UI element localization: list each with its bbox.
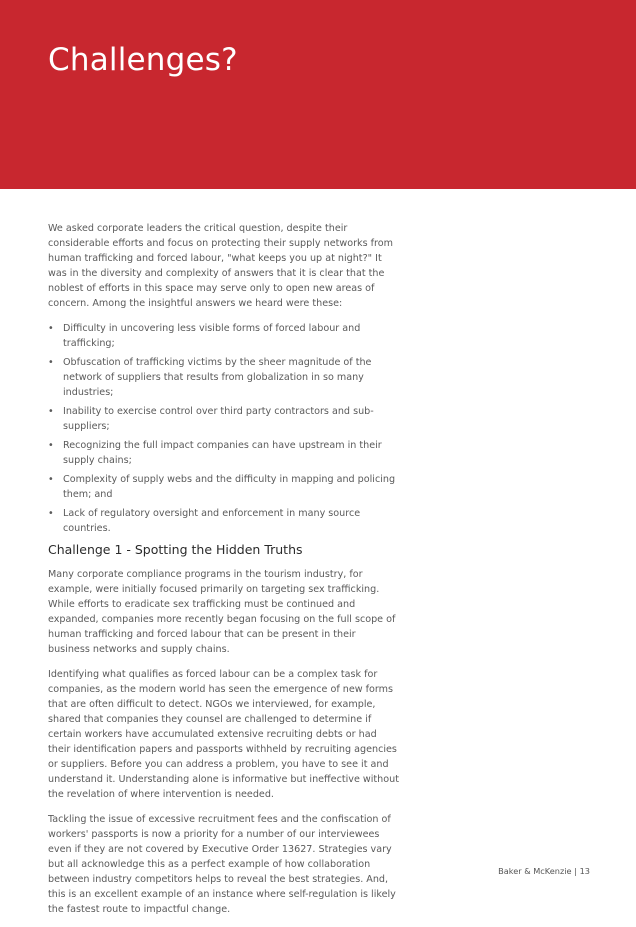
list-item bbox=[48, 506, 400, 536]
body-paragraph: Many corporate compliance programs in the tourism industry, for example, were initially focused primarily on targeting sex trafficking. While efforts to eradicate sex trafficking must be continued and expanded, companies more recently began focusing on the full scope of human trafficking and forced labour that can be present in their business networks and supply chains. bbox=[48, 569, 396, 655]
list-item bbox=[48, 355, 400, 400]
header-banner bbox=[0, 0, 636, 189]
bullet-icon: • bbox=[48, 440, 54, 451]
list-item-text: Recognizing the full impact companies can have upstream in their supply chains; bbox=[63, 440, 382, 466]
list-item bbox=[48, 321, 400, 351]
list-item bbox=[48, 472, 400, 502]
bullet-icon: • bbox=[48, 508, 54, 519]
page-number: 13 bbox=[579, 866, 590, 876]
footer-brand: Baker & McKenzie bbox=[498, 866, 572, 876]
main-content bbox=[48, 221, 400, 927]
intro-paragraph: We asked corporate leaders the critical question, despite their considerable efforts and focus on protecting their supply networks from human trafficking and forced labour, "what keeps you up at night?" It was in the diversity and complexity of answers that it is clear that the noblest of efforts in this space may serve only to open new areas of concern. Among the insightful answers we heard were these: bbox=[48, 223, 393, 309]
page-footer bbox=[498, 866, 590, 876]
footer-separator: | bbox=[574, 866, 577, 876]
bullet-icon: • bbox=[48, 357, 54, 368]
list-item-text: Difficulty in uncovering less visible forms of forced labour and trafficking; bbox=[63, 323, 361, 349]
page-title: Challenges? bbox=[48, 42, 238, 78]
bullet-icon: • bbox=[48, 474, 54, 485]
list-item-text: Inability to exercise control over third party contractors and sub-suppliers; bbox=[63, 406, 374, 432]
list-item bbox=[48, 404, 400, 434]
section-heading: Challenge 1 - Spotting the Hidden Truths bbox=[48, 542, 303, 557]
list-item-text: Obfuscation of trafficking victims by the sheer magnitude of the network of suppliers that results from globalization in so many industries; bbox=[63, 357, 372, 398]
body-paragraph: Identifying what qualifies as forced labour can be a complex task for companies, as the modern world has seen the emergence of new forms that are often difficult to detect. NGOs we interviewed, for example, shared that companies they counsel are challenged to determine if certain workers have accumulated extensive recruiting debts or had their identification papers and passports withheld by recruiting agencies or suppliers. Before you can address a problem, you have to see it and understand it. Understanding alone is informative but ineffective without the revelation of where intervention is needed. bbox=[48, 669, 399, 800]
bullet-icon: • bbox=[48, 406, 54, 417]
list-item-text: Lack of regulatory oversight and enforcement in many source countries. bbox=[63, 508, 361, 534]
challenges-list bbox=[48, 321, 400, 536]
body-paragraph: Tackling the issue of excessive recruitment fees and the confiscation of workers' passports is now a priority for a number of our interviewees even if they are not covered by Executive Order 13627. Strategies vary but all acknowledge this as a perfect example of how collaboration between industry competitors helps to reveal the best strategies. And, this is an excellent example of an instance where self-regulation is likely the fastest route to impactful change. bbox=[48, 814, 396, 915]
bullet-icon: • bbox=[48, 323, 54, 334]
list-item-text: Complexity of supply webs and the difficulty in mapping and policing them; and bbox=[63, 474, 396, 500]
list-item bbox=[48, 438, 400, 468]
